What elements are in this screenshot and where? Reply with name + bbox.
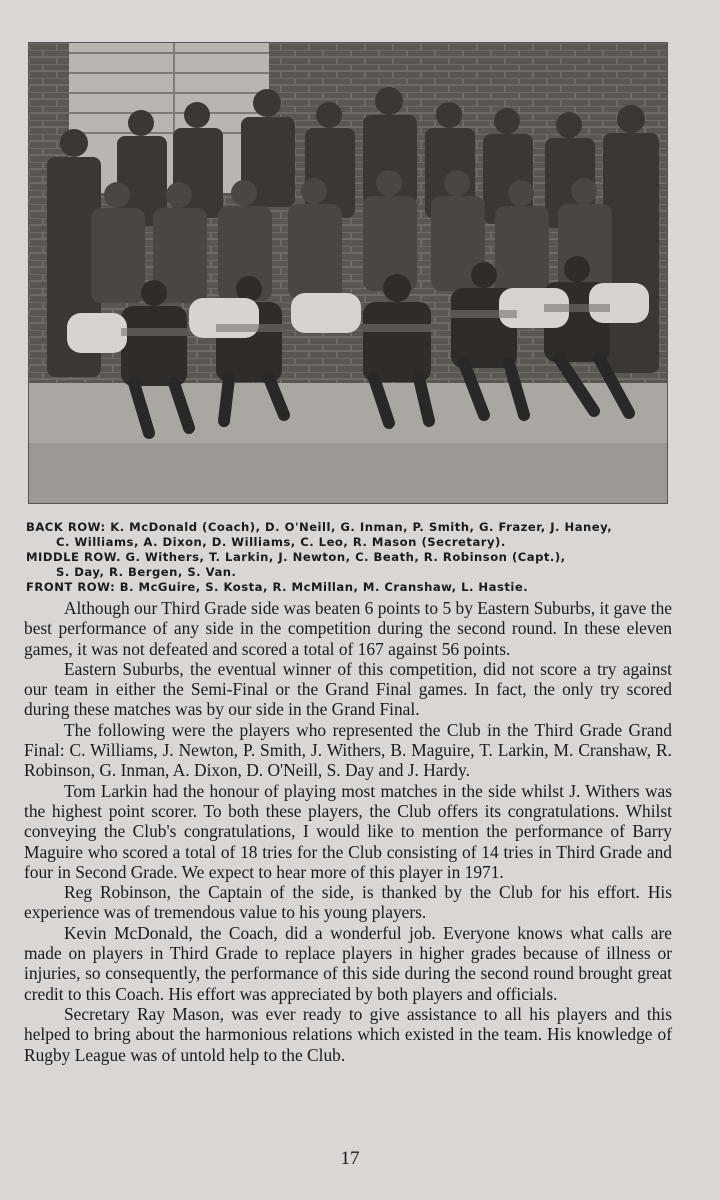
back-row-label: BACK ROW: xyxy=(26,520,106,534)
paragraph: Although our Third Grade side was beaten 6 points to 5 by Eastern Suburbs, it gave the best performance of any side in the competition during the second round. In these eleven games, it was not defeated and scored a total of 167 against 56 points. xyxy=(24,598,672,659)
article-body xyxy=(24,598,672,1065)
team-photo-illustration xyxy=(29,43,667,503)
front-row-label: FRONT ROW: xyxy=(26,580,116,594)
caption-front-row xyxy=(26,580,686,595)
middle-row-names-line1: G. Withers, T. Larkin, J. Newton, C. Beath, R. Robinson (Capt.), xyxy=(125,550,566,564)
front-row-names-line1: B. McGuire, S. Kosta, R. McMillan, M. Cranshaw, L. Hastie. xyxy=(119,580,529,594)
caption-middle-row xyxy=(26,550,686,580)
paragraph: Eastern Suburbs, the eventual winner of this competition, did not score a try against our team in either the Semi-Final or the Grand Final games. In fact, the only try scored during these matches was by our side in the Grand Final. xyxy=(24,658,672,720)
page-number: 17 xyxy=(340,1148,360,1169)
paragraph: The following were the players who represented the Club in the Third Grade Grand Final: C. Williams, J. Newton, P. Smith, J. Withers, B. Maguire, T. Larkin, M. Cranshaw, R. Robinson, G. Inman, A. Dixon, D. O'Neill, S. Day and J. Hardy. xyxy=(24,719,672,781)
photo-caption xyxy=(26,520,686,595)
back-row-names-line2: C. Williams, A. Dixon, D. Williams, C. Leo, R. Mason (Secretary). xyxy=(56,535,506,549)
middle-row-names-line2: S. Day, R. Bergen, S. Van. xyxy=(56,565,237,579)
caption-back-row xyxy=(26,520,686,550)
back-row-names-line1: K. McDonald (Coach), D. O'Neill, G. Inman, P. Smith, G. Frazer, J. Haney, xyxy=(110,520,613,534)
paragraph: Secretary Ray Mason, was ever ready to give assistance to all his players and this helped to bring about the harmonious relations which existed in the team. His knowledge of Rugby League was of untold help to the Club. xyxy=(24,1003,672,1065)
paragraph: Kevin McDonald, the Coach, did a wonderful job. Everyone knows what calls are made on players in Third Grade to replace players in higher grades because of illness or injuries, so consequently, the performance of this side during the second round brought great credit to this Coach. His effort was appreciated by both players and officials. xyxy=(24,922,672,1004)
paragraph: Reg Robinson, the Captain of the side, is thanked by the Club for his effort. His experience was of tremendous value to his young players. xyxy=(24,882,672,923)
middle-row-label: MIDDLE ROW. xyxy=(26,550,121,564)
team-photograph xyxy=(28,42,668,504)
paragraph: Tom Larkin had the honour of playing most matches in the side whilst J. Withers was the highest point scorer. To both these players, the Club offers its congratulations. Whilst conveying the Club's congratulations, I would like to mention the performance of Barry Maguire who scored a total of 18 tries for the Club consisting of 14 tries in Third Grade and four in Second Grade. We expect to hear more of this player in 1971. xyxy=(24,780,672,882)
